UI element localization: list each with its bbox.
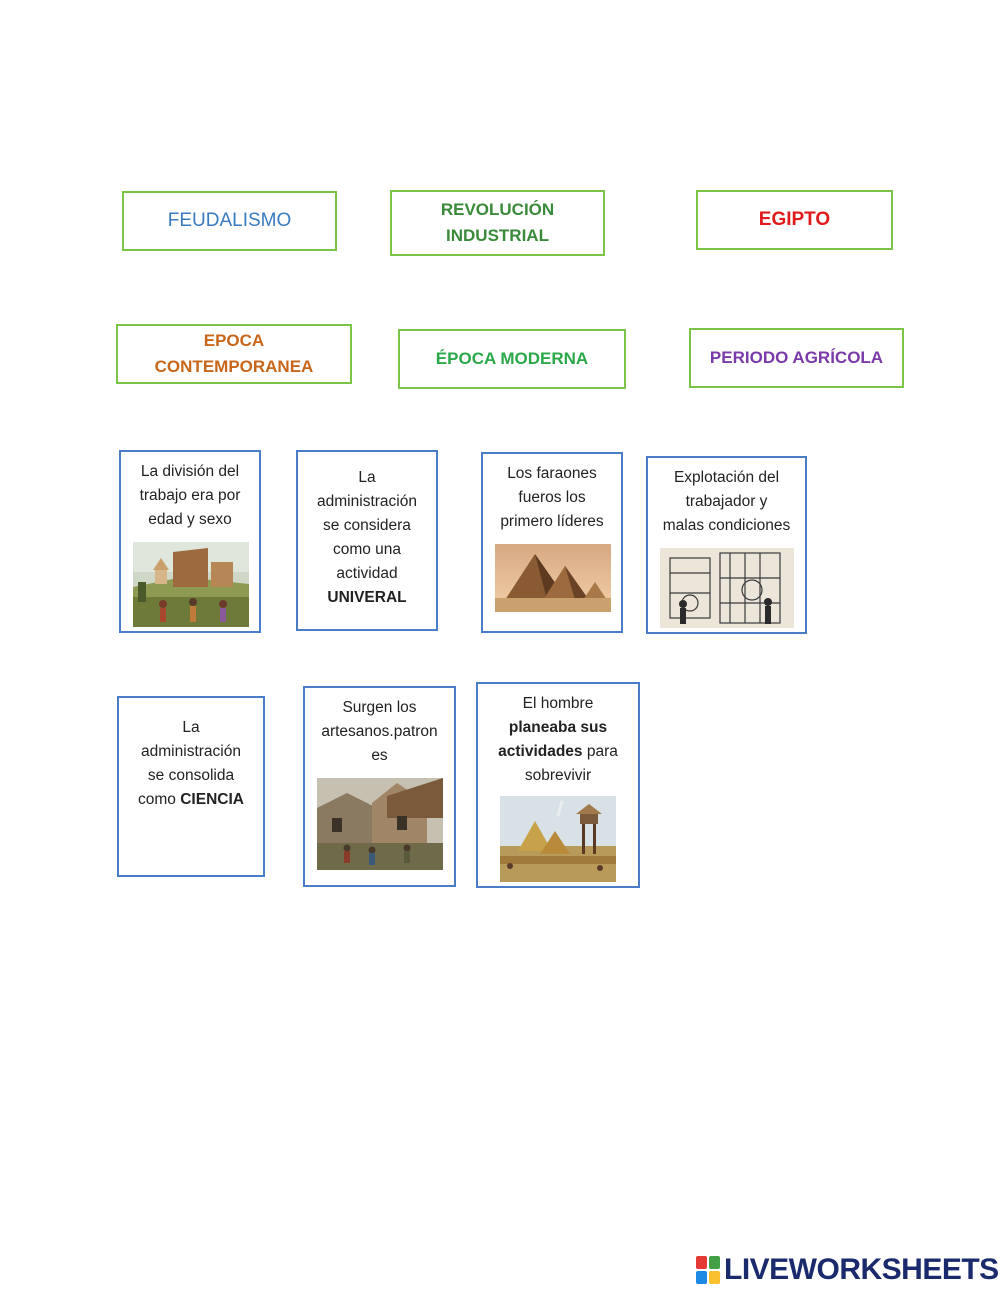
- card-text: primero líderes: [500, 513, 604, 530]
- card-faraones[interactable]: [481, 452, 623, 633]
- card-text: [125, 788, 257, 812]
- pyramids-image: [495, 544, 611, 612]
- card-text: sobrevivir: [524, 767, 592, 784]
- card-text: La: [358, 469, 376, 486]
- artisans-town-image: [317, 778, 443, 870]
- feudal-village-image: [133, 542, 249, 627]
- card-text-bold: UNIVERAL: [327, 589, 407, 606]
- card-text: Explotación del: [673, 469, 780, 486]
- label-periodo-agricola[interactable]: [689, 328, 904, 388]
- label-revolucion-line1: REVOLUCIÓN: [440, 200, 555, 219]
- label-egipto-text: EGIPTO: [758, 209, 831, 230]
- label-epoca-moderna[interactable]: [398, 329, 626, 389]
- card-text: actividad: [336, 565, 398, 582]
- card-text: trabajador y: [685, 493, 768, 510]
- label-agricola-text: PERIODO AGRÍCOLA: [709, 348, 884, 367]
- label-revolucion-line2: INDUSTRIAL: [446, 226, 549, 245]
- card-text: es: [371, 747, 388, 764]
- logo-text: LIVEWORKSHEETS: [724, 1253, 999, 1286]
- card-text-bold: planeaba sus: [508, 719, 608, 736]
- card-text: artesanos.patron: [321, 723, 438, 740]
- card-text: Los faraones: [507, 465, 597, 482]
- label-epoca-contemporanea[interactable]: [116, 324, 352, 384]
- card-text: La: [182, 719, 200, 736]
- label-feudalismo-text: FEUDALISMO: [167, 210, 292, 231]
- card-text: edad y sexo: [148, 511, 232, 528]
- card-text-bold: CIENCIA: [180, 791, 244, 808]
- card-explotacion-trabajador[interactable]: [646, 456, 807, 634]
- card-text: se considera: [323, 517, 411, 534]
- card-text-part: como: [138, 791, 181, 808]
- card-division-trabajo[interactable]: [119, 450, 261, 633]
- agricultural-village-image: [500, 796, 616, 882]
- label-contemporanea-line1: EPOCA: [203, 331, 265, 350]
- card-text: Surgen los: [342, 699, 417, 716]
- card-text: como una: [332, 541, 402, 558]
- label-contemporanea-text: [155, 328, 314, 380]
- card-text: [484, 740, 632, 764]
- card-text: La división del: [140, 463, 240, 480]
- card-artesanos[interactable]: [303, 686, 456, 887]
- card-text: administración: [141, 743, 241, 760]
- label-feudalismo[interactable]: [122, 191, 337, 251]
- label-moderna-text: ÉPOCA MODERNA: [435, 349, 589, 368]
- card-hombre-planeaba[interactable]: [476, 682, 640, 888]
- card-administracion-universal[interactable]: [296, 450, 438, 631]
- label-revolucion-text: [441, 197, 554, 249]
- card-text: fueros los: [518, 489, 586, 506]
- card-text: trabajo era por: [139, 487, 241, 504]
- card-text: administración: [317, 493, 417, 510]
- card-text: se consolida: [147, 767, 235, 784]
- card-text-bold: actividades: [498, 743, 583, 760]
- card-text: El hombre: [522, 695, 594, 712]
- card-text: malas condiciones: [662, 517, 791, 534]
- label-egipto[interactable]: [696, 190, 893, 250]
- label-revolucion-industrial[interactable]: [390, 190, 605, 256]
- liveworksheets-logo[interactable]: [696, 1253, 999, 1287]
- card-text-part: para: [582, 743, 618, 760]
- liveworksheets-logo-icon: [696, 1256, 720, 1284]
- label-contemporanea-line2: CONTEMPORANEA: [154, 357, 314, 376]
- card-administracion-ciencia[interactable]: [117, 696, 265, 877]
- industrial-machine-image: [660, 548, 794, 628]
